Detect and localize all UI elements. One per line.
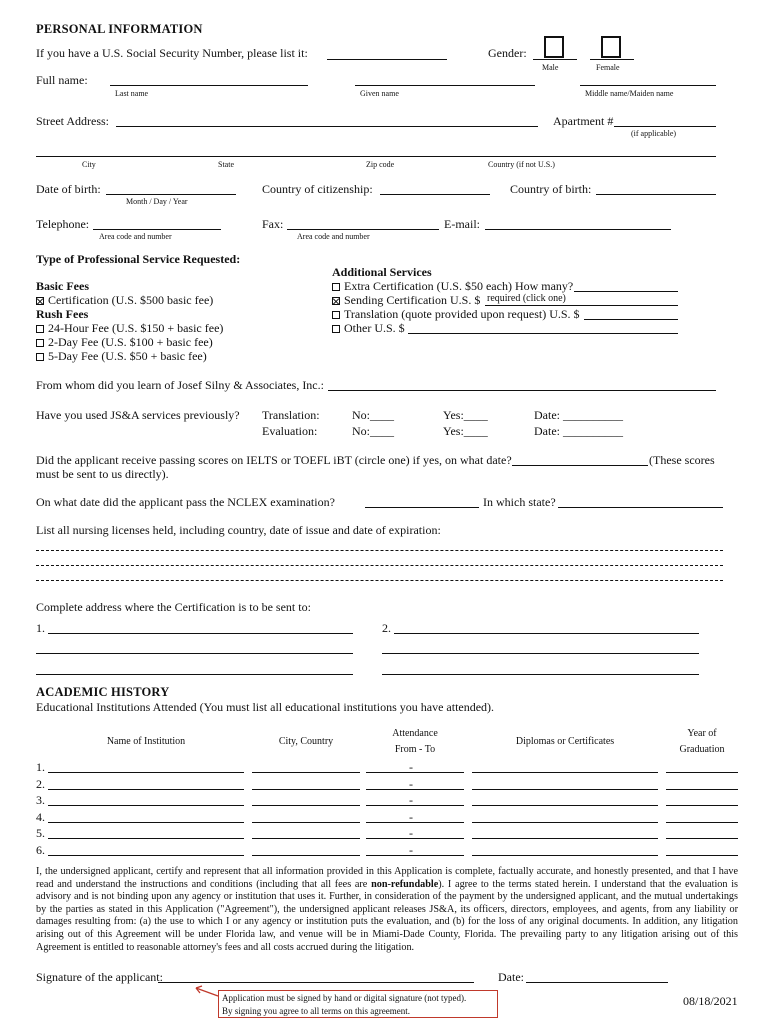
rush-5day-label: 5-Day Fee (U.S. $50 + basic fee) (48, 349, 207, 363)
telephone-hint: Area code and number (99, 232, 172, 241)
street-field[interactable] (116, 126, 538, 127)
graduation-year-field[interactable] (666, 789, 738, 790)
academic-row-number: 5. (36, 826, 45, 840)
gender-label: Gender: (488, 46, 527, 60)
graduation-year-field[interactable] (666, 772, 738, 773)
col-attendance-header: Attendance (392, 728, 438, 739)
attendance-field[interactable] (366, 838, 464, 839)
col-name-header: Name of Institution (106, 736, 186, 747)
diploma-field[interactable] (472, 838, 658, 839)
middle-name-hint: Middle name/Maiden name (585, 89, 674, 98)
nclex-date-field[interactable] (365, 507, 479, 508)
certification-text-bold: non-refundable (371, 878, 439, 890)
gender-female-checkbox[interactable] (601, 36, 621, 58)
diploma-field[interactable] (472, 789, 658, 790)
attendance-field[interactable] (366, 822, 464, 823)
nclex-state-label: In which state? (483, 495, 556, 509)
attendance-dash: - (409, 826, 413, 840)
signature-date-field[interactable] (526, 982, 668, 983)
ielts-date-field[interactable] (512, 465, 648, 466)
email-label: E-mail: (444, 217, 480, 231)
checkbox-icon[interactable] (36, 339, 44, 347)
arrow-icon (190, 984, 220, 1004)
attendance-dash: - (409, 776, 413, 791)
service-heading: Type of Professional Service Requested: (36, 252, 241, 266)
ssn-field[interactable] (327, 59, 447, 60)
referral-field[interactable] (328, 390, 716, 391)
translation-option[interactable] (332, 307, 580, 322)
evaluation-date-field[interactable]: Date: __________ (534, 424, 623, 438)
licenses-label: List all nursing licenses held, including country, date of issue and date of expiration: (36, 523, 441, 537)
checkbox-icon[interactable] (36, 325, 44, 333)
licenses-line-2[interactable] (36, 565, 723, 566)
sending-cert-field[interactable] (485, 305, 678, 306)
previous-question: Have you used JS&A services previously? (36, 408, 240, 422)
referral-label: From whom did you learn of Josef Silny & Associates, Inc.: (36, 378, 324, 392)
attendance-dash: - (409, 842, 413, 857)
attendance-field[interactable] (366, 805, 464, 806)
evaluation-yes-field[interactable]: Yes:____ (443, 424, 488, 438)
section-heading-personal: PERSONAL INFORMATION (36, 22, 203, 36)
institution-city-field[interactable] (252, 772, 360, 773)
citizenship-label: Country of citizenship: (262, 182, 373, 196)
gender-male-line (533, 59, 577, 60)
apartment-label: Apartment # (553, 114, 614, 128)
institution-name-field[interactable] (48, 772, 244, 773)
graduation-year-field[interactable] (666, 822, 738, 823)
academic-row-number: 3. (36, 793, 45, 807)
dob-field[interactable] (106, 194, 236, 195)
attendance-dash: - (409, 793, 413, 807)
institution-city-field[interactable] (252, 855, 360, 856)
academic-subtitle: Educational Institutions Attended (You must list all educational institutions you have attended). (36, 700, 495, 714)
evaluation-no-field[interactable]: No:____ (352, 424, 394, 438)
ielts-question: Did the applicant receive passing scores on IELTS or TOEFL iBT (circle one) if yes, on what date? (36, 453, 512, 467)
telephone-field[interactable] (93, 229, 221, 230)
nclex-label: On what date did the applicant pass the NCLEX examination? (36, 495, 335, 509)
basic-fees-heading: Basic Fees (36, 279, 89, 293)
signature-date-label: Date: (498, 970, 524, 984)
rush-fees-heading: Rush Fees (36, 307, 89, 321)
diploma-field[interactable] (472, 772, 658, 773)
signature-note-1: Application must be signed by hand or digital signature (not typed). (222, 993, 467, 1003)
sending-cert-value[interactable]: required (click one) (487, 293, 566, 304)
academic-heading: ACADEMIC HISTORY (36, 685, 170, 699)
attendance-dash: - (409, 760, 413, 774)
other-label: Other U.S. $ (344, 321, 405, 335)
last-name-hint: Last name (115, 89, 149, 98)
address-1-line-2[interactable] (36, 653, 353, 654)
given-name-hint: Given name (360, 89, 399, 98)
country-hint: Country (if not U.S.) (488, 160, 555, 169)
birth-country-label: Country of birth: (510, 182, 592, 196)
address-1-line-1[interactable] (48, 633, 353, 634)
institution-name-field[interactable] (48, 838, 244, 839)
institution-city-field[interactable] (252, 822, 360, 823)
col-year-sub-header: Graduation (679, 744, 725, 755)
address-1-line-3[interactable] (36, 674, 353, 675)
ielts-note-2: must be sent to us directly). (36, 467, 169, 481)
ielts-note: (These scores (649, 453, 715, 467)
fax-label: Fax: (262, 217, 284, 231)
institution-name-field[interactable] (48, 789, 244, 790)
email-field[interactable] (485, 229, 671, 230)
certification-option[interactable] (36, 293, 213, 308)
birth-country-field[interactable] (596, 194, 716, 195)
rush-24-label: 24-Hour Fee (U.S. $150 + basic fee) (48, 321, 224, 335)
col-year-header: Year of (687, 728, 717, 739)
attendance-field[interactable] (366, 772, 464, 773)
rush-5day-option[interactable] (36, 349, 207, 364)
checkbox-icon[interactable] (332, 325, 340, 333)
address-1-number: 1. (36, 621, 45, 635)
sending-cert-label: Sending Certification U.S. $ (344, 293, 481, 307)
checked-box-icon[interactable] (332, 297, 340, 305)
address-2-line-1[interactable] (394, 633, 699, 634)
translation-yes-field[interactable]: Yes:____ (443, 408, 488, 422)
graduation-year-field[interactable] (666, 855, 738, 856)
extra-cert-field[interactable] (574, 291, 678, 292)
address-2-line-3[interactable] (382, 674, 699, 675)
previous-translation-label: Translation: (262, 408, 320, 422)
apartment-hint: (if applicable) (631, 129, 677, 138)
citizenship-field[interactable] (380, 194, 490, 195)
graduation-year-field[interactable] (666, 805, 738, 806)
translation-date-field[interactable]: Date: __________ (534, 408, 623, 422)
rush-24-option[interactable] (36, 321, 223, 336)
checkbox-icon[interactable] (332, 283, 340, 291)
fax-hint: Area code and number (297, 232, 370, 241)
attendance-dash: - (409, 809, 413, 824)
telephone-label: Telephone: (36, 217, 90, 231)
fax-field[interactable] (287, 229, 439, 230)
institution-city-field[interactable] (252, 838, 360, 839)
institution-city-field[interactable] (252, 805, 360, 806)
address-2-number: 2. (382, 621, 391, 635)
certification-label: Certification (U.S. $500 basic fee) (48, 293, 214, 307)
certification-text-1: I, the undersigned applicant, certify and represent that all information provided in this Application is complete, factually accurate, and honestly presented, and that I have read and understand the instructions and conditions (including that all fees are (36, 866, 738, 890)
diploma-field[interactable] (472, 822, 658, 823)
licenses-line-1[interactable] (36, 550, 723, 551)
col-attendance-sub-header: From - To (394, 744, 436, 755)
certification-text-2: ). I agree to the terms stated herein. I understand that the evaluation is advisory and is not binding upon any agency or institution that uses it. Further, in consideration of the payment by the undersigned applicant, and the mutual undertakings by the parties as stated in this Application ("Agreement"), the undersigned applicant releases JS&A, its officers, directors, employees, and agents, from any liability or damages resulting from: (a) the use to which I or any agency or institution puts the evaluation, and (b) for the loss of any original documents. In addition, any litigation arising out of this Agreement will be under Florida law, and venue will be in Miami-Dade County, Florida. The prevailing party to any litigation arising out of this Agreement is entitled to reasonable attorney's fees and all costs accrued during the litigation. (36, 878, 738, 953)
address-2-line-2[interactable] (382, 653, 699, 654)
rush-2day-label: 2-Day Fee (U.S. $100 + basic fee) (48, 335, 213, 349)
extra-cert-option[interactable] (332, 279, 573, 294)
rush-2day-option[interactable] (36, 335, 213, 350)
send-address-label: Complete address where the Certification is to be sent to: (36, 600, 311, 614)
translation-no-field[interactable]: No:____ (352, 408, 394, 422)
signature-field[interactable] (158, 982, 474, 983)
signature-label: Signature of the applicant: (36, 970, 163, 984)
additional-services-heading: Additional Services (332, 265, 432, 279)
checkbox-icon[interactable] (332, 311, 340, 319)
gender-female-line (590, 59, 634, 60)
fullname-label: Full name: (36, 73, 88, 87)
gender-male-checkbox[interactable] (544, 36, 564, 58)
academic-row-number: 2. (36, 776, 45, 791)
other-option[interactable] (332, 321, 405, 336)
last-name-field[interactable] (110, 85, 308, 86)
gender-female-label: Female (596, 63, 620, 72)
state-hint: State (218, 160, 234, 169)
attendance-field[interactable] (366, 789, 464, 790)
attendance-field[interactable] (366, 855, 464, 856)
previous-evaluation-label: Evaluation: (262, 424, 318, 438)
checked-box-icon[interactable] (36, 297, 44, 305)
form-date: 08/18/2021 (683, 994, 738, 1008)
dob-label: Date of birth: (36, 182, 101, 196)
city-state-zip-field[interactable] (36, 156, 716, 157)
city-hint: City (82, 160, 96, 169)
signature-note-2: By signing you agree to all terms on this agreement. (222, 1005, 410, 1016)
sending-cert-option[interactable] (332, 293, 480, 308)
translation-label: Translation (quote provided upon request) U.S. $ (344, 307, 580, 321)
nclex-state-field[interactable] (558, 507, 723, 508)
street-label: Street Address: (36, 114, 109, 128)
checkbox-icon[interactable] (36, 353, 44, 361)
middle-name-field[interactable] (580, 85, 716, 86)
col-city-header: City, Country (278, 736, 334, 747)
academic-row-number: 4. (36, 809, 45, 824)
apartment-field[interactable] (614, 126, 716, 127)
institution-city-field[interactable] (252, 789, 360, 790)
diploma-field[interactable] (472, 855, 658, 856)
institution-name-field[interactable] (48, 822, 244, 823)
licenses-line-3[interactable] (36, 580, 723, 581)
gender-male-label: Male (542, 63, 559, 72)
diploma-field[interactable] (472, 805, 658, 806)
certification-statement (36, 866, 738, 954)
col-diploma-header: Diplomas or Certificates (515, 736, 615, 747)
given-name-field[interactable] (355, 85, 535, 86)
translation-field[interactable] (584, 319, 678, 320)
institution-name-field[interactable] (48, 855, 244, 856)
institution-name-field[interactable] (48, 805, 244, 806)
extra-cert-label: Extra Certification (U.S. $50 each) How many? (344, 279, 574, 293)
zip-hint: Zip code (366, 160, 395, 169)
academic-row-number: 6. (36, 842, 45, 857)
academic-row-number: 1. (36, 760, 45, 774)
other-field[interactable] (408, 333, 678, 334)
ssn-label: If you have a U.S. Social Security Number, please list it: (36, 46, 308, 60)
graduation-year-field[interactable] (666, 838, 738, 839)
signature-note-callout (218, 990, 498, 1018)
dob-hint: Month / Day / Year (126, 197, 188, 206)
